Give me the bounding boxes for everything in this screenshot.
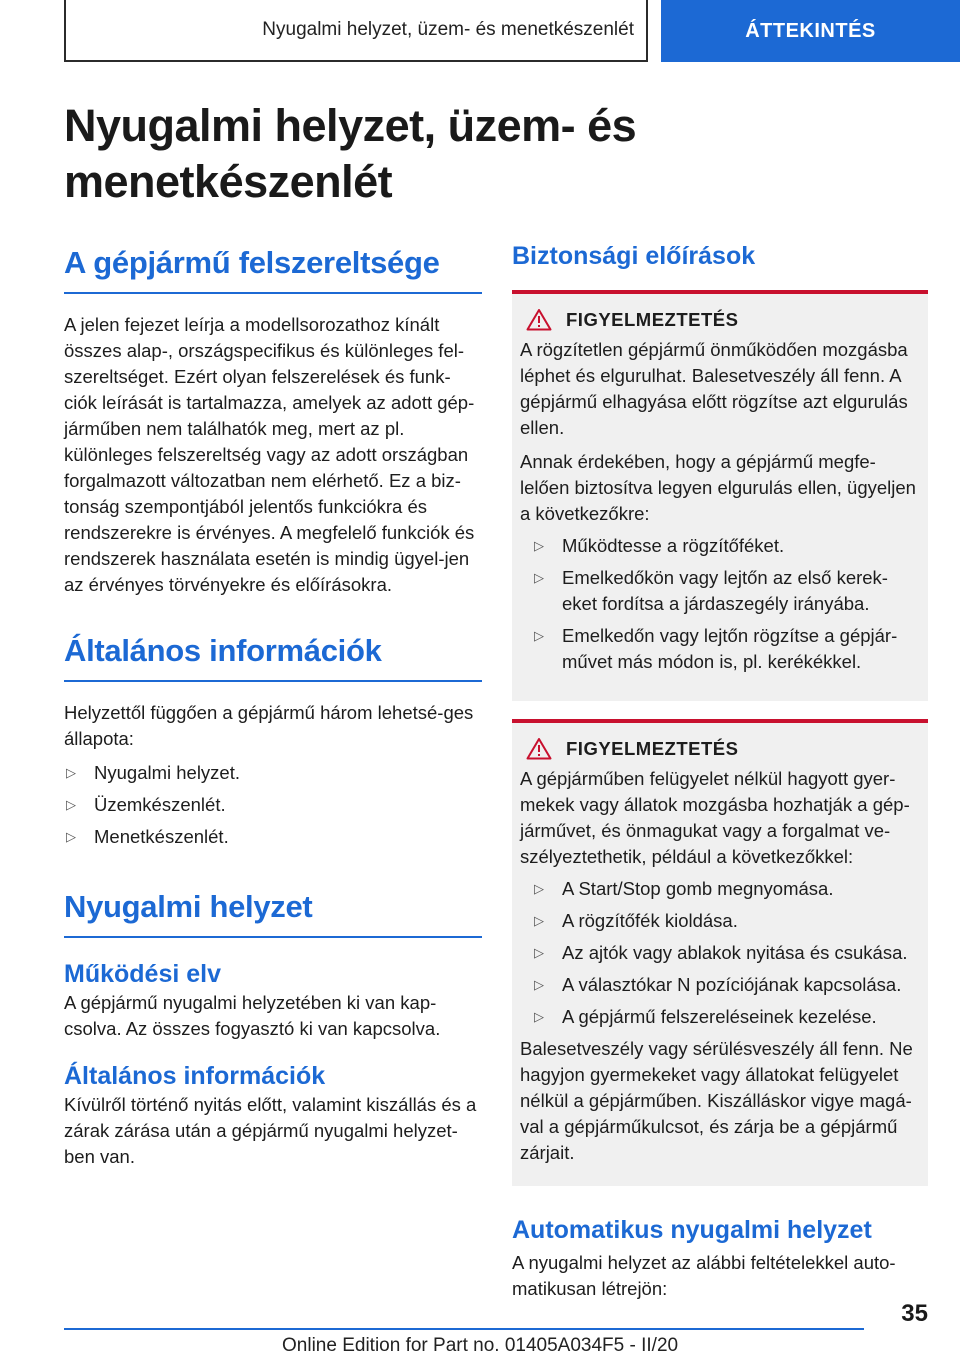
page-title-line-1: Nyugalmi helyzet, üzem- és — [64, 100, 637, 151]
list-item: ▷ Üzemkészenlét. — [64, 792, 482, 818]
triangle-right-icon: ▷ — [534, 977, 544, 992]
warning1-text-2: Annak érdekében, hogy a gépjármű megfe-lelően biztosítva legyen elgurulás ellen, ügyeljen a következőkre: — [520, 451, 916, 524]
elv-text: A gépjármű nyugalmi helyzetében ki van kap-csolva. Az összes fogyasztó ki van kapcsolva. — [64, 992, 441, 1039]
triangle-right-icon: ▷ — [66, 797, 76, 812]
header-section-tab[interactable] — [661, 0, 960, 62]
warning2-list — [520, 876, 920, 1030]
page-title-line-2: menetkészenlét — [64, 156, 393, 207]
triangle-right-icon: ▷ — [66, 829, 76, 844]
warning-label: FIGYELMEZTETÉS — [566, 737, 739, 759]
warning-box-1 — [512, 294, 928, 701]
list-item: ▷ A Start/Stop gomb megnyomása. — [520, 876, 920, 902]
triangle-right-icon: ▷ — [66, 765, 76, 780]
section-title-felszereltseg: A gépjármű felszereltsége — [64, 236, 482, 294]
warning-label: FIGYELMEZTETÉS — [566, 308, 739, 330]
triangle-right-icon: ▷ — [534, 628, 544, 643]
warning1-list — [520, 533, 920, 675]
warning1-text-1: A rögzítetlen gépjármű önműködően mozgásba léphet és elgurulhat. Balesetveszély áll fenn. A gépjármű elhagyása előtt rögzítse azt elgurulás ellen. — [520, 339, 908, 438]
subsection-title-elv: Működési elv — [64, 960, 221, 988]
header-section-label: ÁTTEKINTÉS — [745, 19, 876, 42]
warning-triangle-icon — [526, 737, 552, 760]
list-item: ▷ A választókar N pozíciójának kapcsolása. — [520, 972, 920, 998]
right-column — [512, 236, 928, 1302]
warning-triangle-icon — [526, 308, 552, 331]
automatikus-text: A nyugalmi helyzet az alábbi feltételekkel auto-matikusan létrejön: — [512, 1252, 896, 1299]
page-number: 35 — [901, 1300, 928, 1327]
list-item: ▷ Emelkedőn vagy lejtőn rögzítse a gépjár-művet más módon is, pl. kerékékkel. — [534, 625, 898, 672]
triangle-right-icon: ▷ — [534, 881, 544, 896]
warning-box-2 — [512, 723, 928, 1186]
subsection-title-automatikus: Automatikus nyugalmi helyzet — [512, 1216, 872, 1244]
list-item: ▷ A rögzítőfék kioldása. — [520, 908, 920, 934]
list-item: ▷ Működtesse a rögzítőféket. — [520, 533, 920, 559]
section-title-altalanos: Általános információk — [64, 632, 482, 682]
header-chapter — [64, 0, 648, 62]
altalanos-intro: Helyzettől függően a gépjármű három lehetsé-ges állapota: — [64, 702, 474, 749]
page-title — [64, 98, 764, 210]
triangle-right-icon: ▷ — [534, 538, 544, 553]
footer-divider — [64, 1328, 864, 1330]
list-item: ▷ Az ajtók vagy ablakok nyitása és csukása. — [520, 940, 920, 966]
triangle-right-icon: ▷ — [534, 1009, 544, 1024]
state-list — [64, 760, 482, 850]
list-item: ▷ Menetkészenlét. — [64, 824, 482, 850]
triangle-right-icon: ▷ — [534, 913, 544, 928]
triangle-right-icon: ▷ — [534, 945, 544, 960]
felszereltseg-text: A jelen fejezet leírja a modellsorozathoz kínált összes alap-, országspecifikus és különleges fel-szereltséget. Ezért olyan felszerelések és funk-ciók leírását is tartalmazza, amelyek az adott gép-járműben nem találhatók meg, mert az pl. különleges felszereltség vagy az adott országban forgalmazott változatban nem elérhető. Ez a biz-tonság szempontjából jelentős funkciókra és rendszerekre is érvényes. A megfelelő funkciók és rendszerek használata esetén is mindig ügyel-jen az érvényes törvényekre és előírásokra. — [64, 314, 475, 595]
section-title-nyugalmi: Nyugalmi helyzet — [64, 888, 482, 938]
footer-edition: Online Edition for Part no. 01405A034F5 - II/20 — [282, 1335, 679, 1356]
header-chapter-text: Nyugalmi helyzet, üzem- és menetkészenlét — [262, 19, 634, 40]
left-column — [64, 236, 482, 1170]
info-text: Kívülről történő nyitás előtt, valamint kiszállás és a zárak zárása után a gépjármű nyugalmi helyzet-ben van. — [64, 1094, 477, 1167]
triangle-right-icon: ▷ — [534, 570, 544, 585]
list-item: ▷ Emelkedőkön vagy lejtőn az első kerek-eket fordítsa a járdaszegély irányába. — [534, 567, 888, 614]
list-item: ▷ A gépjármű felszereléseinek kezelése. — [520, 1004, 920, 1030]
section-title-biztonsagi: Biztonsági előírások — [512, 242, 756, 270]
warning2-text-2: Balesetveszély vagy sérülésveszély áll fenn. Ne hagyjon gyermekeket vagy állatokat felügyelet nélkül a gépjárműben. Kiszálláskor vigye magá-val a gépjárműkulcsot, és zárja be a gépjármű zárjait. — [520, 1038, 913, 1163]
subsection-title-info: Általános információk — [64, 1062, 326, 1090]
list-item: ▷ Nyugalmi helyzet. — [64, 760, 482, 786]
warning2-text-1: A gépjárműben felügyelet nélkül hagyott gyer-mekek vagy állatok mozgásba hozhatják a gép-járművet, és önmagukat vagy a forgalmat ve-szélyeztethetik, például a következőkkel: — [520, 768, 910, 867]
